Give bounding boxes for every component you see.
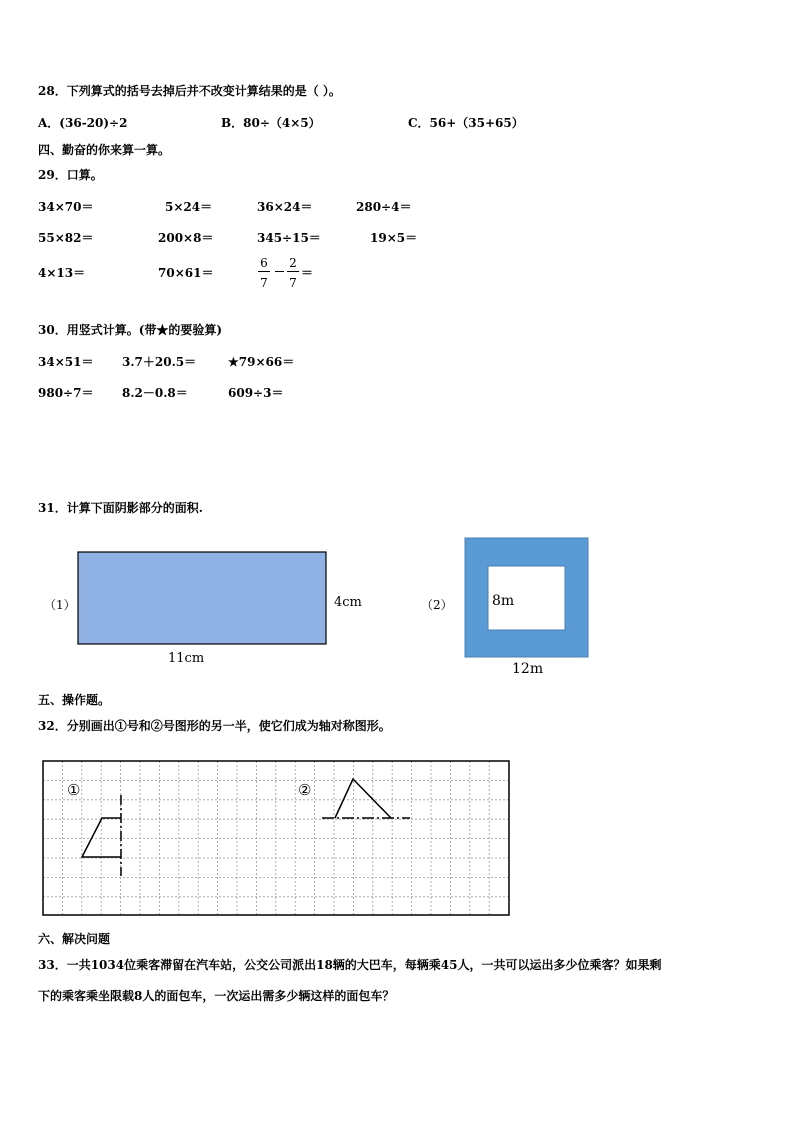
q28-option-b: B．80÷（4×5） [221, 116, 321, 130]
q31-fig1-label: （1） [44, 598, 76, 612]
q29-r2-c4: 19×5＝ [370, 231, 418, 245]
q32-grid [43, 761, 509, 915]
q29-r1-c1: 34×70＝ [38, 200, 94, 214]
q32-mark-1: ① [67, 781, 81, 799]
q31-fig1-height-label: 4cm [334, 595, 362, 610]
q29-r2-c2: 200×8＝ [158, 231, 214, 245]
section-6-heading: 六、解决问题 [38, 932, 111, 946]
q30-r1-c3: ★79×66＝ [228, 355, 295, 369]
q29-title: 29．口算。 [38, 168, 103, 182]
q31-fig2-label: （2） [421, 598, 453, 612]
q29-frac-a-den: 7 [260, 276, 268, 290]
q29-r2-c3: 345÷15＝ [257, 231, 321, 245]
q28-stem: 28．下列算式的括号去掉后并不改变计算结果的是（ ）。 [38, 84, 341, 98]
q30-r2-c1: 980÷7＝ [38, 386, 94, 400]
q30-r2-c2: 8.2－0.8＝ [122, 386, 188, 400]
q29-frac-equals: ＝ [301, 266, 314, 280]
q32-title: 32．分别画出①号和②号图形的另一半，使它们成为轴对称图形。 [38, 719, 391, 733]
q31-fig1-rectangle [78, 552, 326, 644]
q29-frac-b-den: 7 [289, 276, 297, 290]
q29-r3-c1: 4×13＝ [38, 266, 86, 280]
q32-mark-2: ② [298, 781, 312, 799]
q31-fig2-inner-label: 8m [492, 593, 515, 609]
q29-r1-c3: 36×24＝ [257, 200, 313, 214]
section-4-heading: 四、勤奋的你来算一算。 [38, 143, 171, 157]
q31-fig2-outer-label: 12m [512, 661, 544, 677]
q29-frac-b-num: 2 [289, 256, 297, 270]
q28-option-a: A．(36-20)÷2 [38, 116, 128, 130]
q30-r2-c3: 609÷3＝ [228, 386, 284, 400]
q32-shape2-half [335, 779, 391, 818]
q29-r3-c2: 70×61＝ [158, 266, 214, 280]
q29-frac-a-num: 6 [260, 256, 268, 270]
q31-fig1-width-label: 11cm [168, 651, 205, 666]
q30-title: 30．用竖式计算。(带★的要验算) [38, 323, 223, 337]
q33-text-line1: 33．一共1034位乘客滞留在汽车站，公交公司派出18辆的大巴车，每辆乘45人，一共可以运出多少位乘客？如果剩 [38, 958, 662, 972]
q29-r1-c2: 5×24＝ [165, 200, 213, 214]
section-5-heading: 五、操作题。 [38, 693, 111, 707]
q30-r1-c1: 34×51＝ [38, 355, 94, 369]
q31-title: 31．计算下面阴影部分的面积. [38, 501, 203, 515]
q33-text-line2: 下的乘客乘坐限载8人的面包车，一次运出需多少辆这样的面包车？ [38, 989, 395, 1003]
q28-option-c: C．56+（35+65） [408, 116, 524, 130]
q30-r1-c2: 3.7＋20.5＝ [122, 355, 197, 369]
q29-r1-c4: 280÷4＝ [356, 200, 412, 214]
q29-r2-c1: 55×82＝ [38, 231, 94, 245]
